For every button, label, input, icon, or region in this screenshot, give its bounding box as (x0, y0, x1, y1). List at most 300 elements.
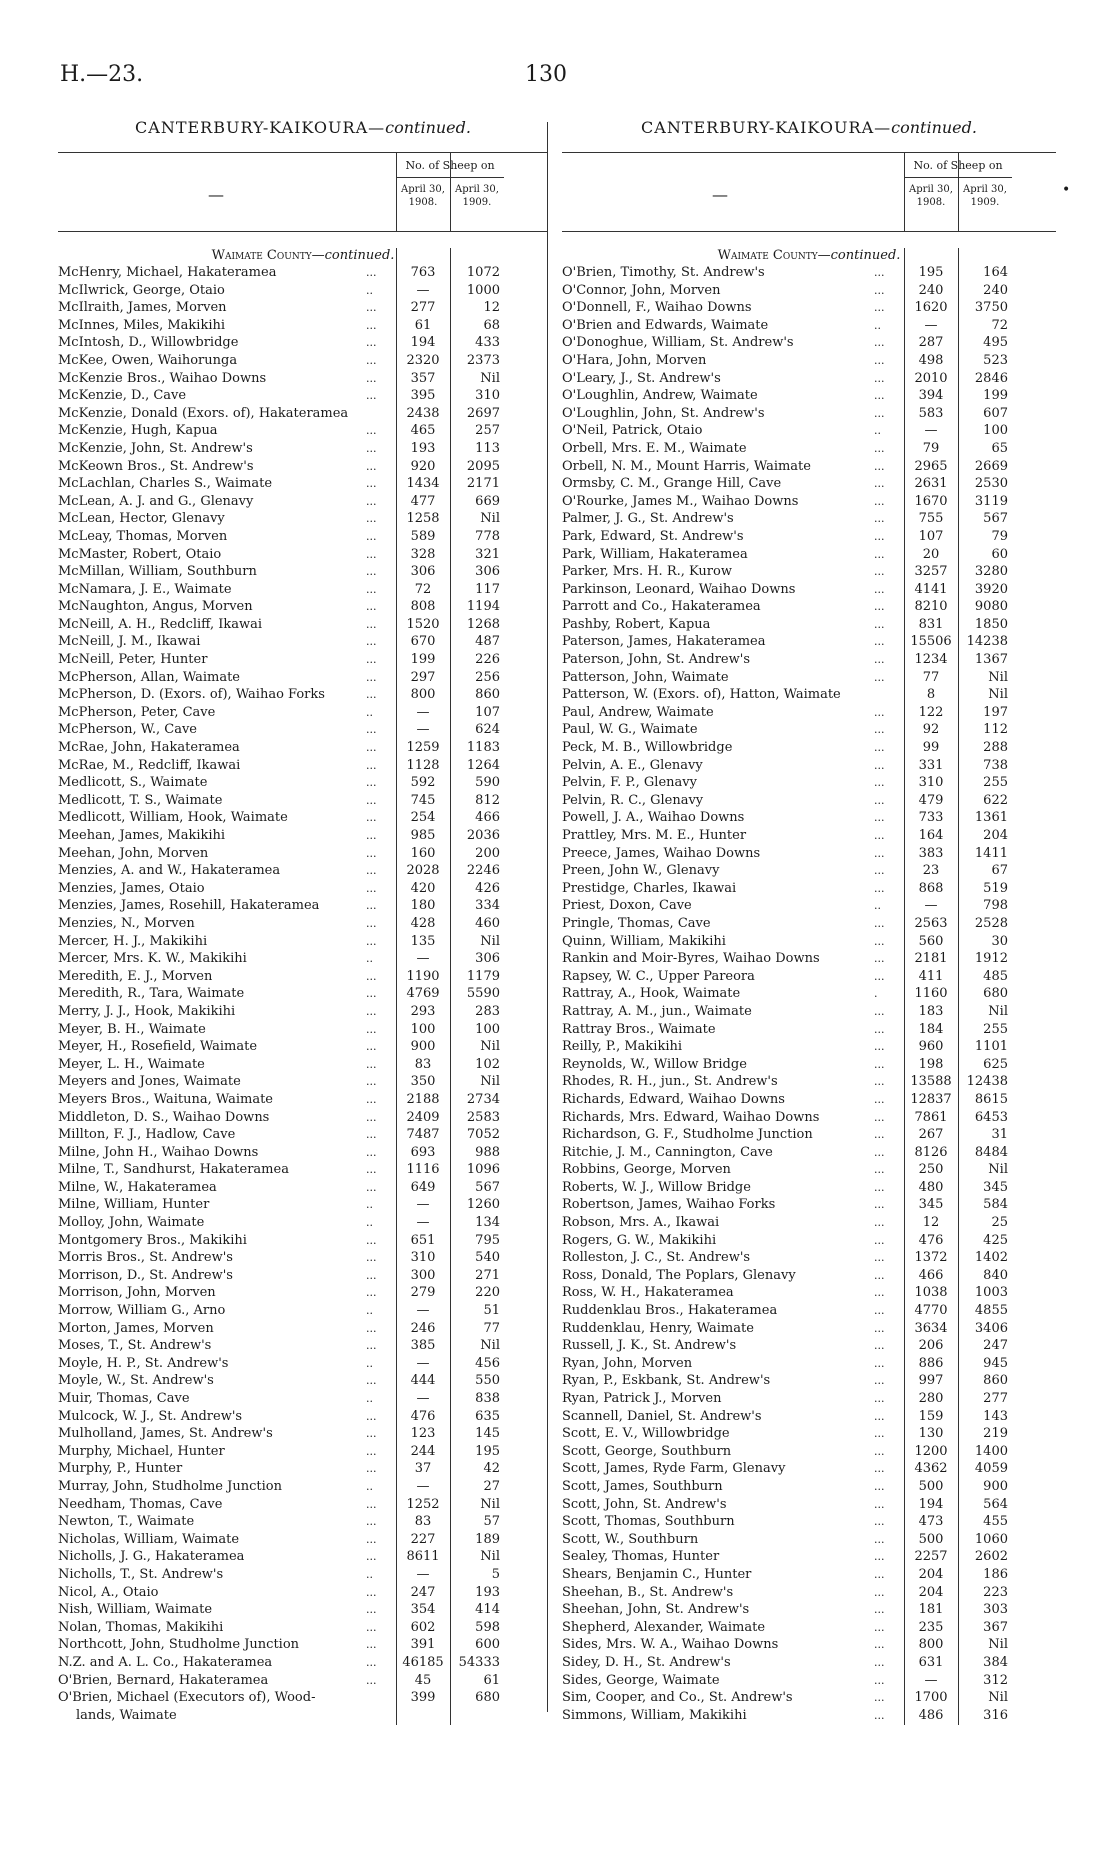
holder-name: McKenzie, John, St. Andrew's (58, 440, 253, 456)
leader-dots: ... (874, 969, 885, 983)
leader-dots: ... (874, 1128, 885, 1142)
sheep-1908-cell: 960 (918, 1039, 944, 1055)
holder-name: Scott, W., Southburn (562, 1531, 699, 1547)
sheep-1908-cell: 328 (410, 546, 436, 562)
holder-name: McKenzie, Hugh, Kapua (58, 423, 218, 439)
leader-dots: ... (366, 1128, 377, 1142)
sheep-count-header: No. of Sheep on (913, 159, 1003, 172)
leader-dots: ... (874, 1233, 885, 1247)
sheep-1909-cell: 1000 (466, 282, 500, 298)
table-row (562, 510, 1056, 528)
table-row (562, 1214, 1056, 1232)
sheep-1908-cell: 985 (410, 828, 436, 843)
leader-dots: ... (366, 1145, 377, 1159)
holder-name: Moses, T., St. Andrew's (58, 1338, 212, 1354)
sheep-1908-cell: 13588 (910, 1074, 952, 1090)
table-row (562, 598, 1056, 616)
table-row (562, 739, 1056, 757)
holder-name: McLean, Hector, Glenavy (58, 511, 225, 527)
sheep-1909-cell: 466 (475, 810, 500, 826)
holder-name: Nicol, A., Otaio (58, 1584, 159, 1600)
sheep-1909-cell: 795 (475, 1232, 500, 1248)
leader-dots: ... (874, 1392, 885, 1405)
holder-name: Richards, Mrs. Edward, Waihao Downs (562, 1109, 820, 1125)
sheep-1909-cell: 2669 (974, 458, 1008, 474)
sheep-1908-cell: 199 (410, 652, 436, 668)
sheep-1908-cell: 670 (410, 634, 436, 650)
table-row (562, 1144, 1056, 1162)
sheep-1908-cell: — (416, 1303, 430, 1319)
sheep-1908-cell: 310 (918, 775, 944, 791)
holder-name: Sheehan, B., St. Andrew's (562, 1584, 734, 1600)
holder-name: Rattray Bros., Waimate (562, 1021, 716, 1037)
table-row (58, 1390, 548, 1408)
leader-dots: ... (874, 1691, 885, 1705)
table-row (58, 1337, 548, 1355)
sheep-1908-cell: 2563 (914, 915, 948, 931)
leader-dots: ... (874, 1092, 885, 1106)
leader-dots: .. (366, 705, 373, 719)
leader-dots: . (874, 987, 878, 1001)
holder-name: Pelvin, R. C., Glenavy (562, 792, 704, 808)
table-row (58, 1689, 548, 1707)
right-column (562, 118, 1056, 1724)
sheep-1908-cell: 886 (918, 1355, 944, 1371)
leader-dots: ... (366, 916, 377, 930)
holder-name: Powell, J. A., Waihao Downs (562, 810, 745, 826)
sheep-1909-cell: 860 (983, 1373, 1008, 1389)
table-row (562, 581, 1056, 599)
leader-dots: ... (874, 916, 885, 930)
table-row (562, 1478, 1056, 1496)
sheep-1909-cell: 2171 (466, 476, 500, 492)
table-row (562, 809, 1056, 827)
leader-dots: ... (366, 617, 377, 631)
holder-name: O'Connor, John, Morven (562, 282, 721, 298)
sheep-1909-cell: 306 (475, 951, 500, 967)
sheep-1908-cell: 4362 (914, 1461, 948, 1477)
sheep-1909-cell: 2697 (466, 405, 500, 421)
holder-name: Menzies, N., Morven (58, 915, 195, 931)
table-row (58, 1566, 548, 1584)
holder-name: Sidey, D. H., St. Andrew's (562, 1654, 731, 1670)
name-column-header: — (712, 185, 728, 204)
leader-dots: ... (366, 1040, 377, 1054)
leader-dots: ... (366, 441, 377, 455)
table-row (562, 1355, 1056, 1373)
leader-dots: ... (366, 1638, 377, 1652)
col-1908-header: April 30, 1908. (401, 184, 445, 208)
leader-dots: ... (366, 899, 377, 913)
leader-dots: ... (874, 1004, 885, 1018)
sheep-1908-cell: 37 (414, 1461, 432, 1477)
sheep-1908-cell: — (416, 1478, 430, 1494)
holder-name: Montgomery Bros., Makikihi (58, 1232, 247, 1248)
sheep-1908-cell: 279 (410, 1285, 436, 1301)
sheep-1909-cell: 283 (475, 1003, 500, 1019)
sheep-1909-cell: 79 (991, 528, 1008, 544)
sheep-1909-cell: 1101 (974, 1039, 1008, 1055)
holder-name: Meyer, L. H., Waimate (58, 1056, 205, 1072)
holder-name: Nicholls, T., St. Andrew's (58, 1566, 224, 1582)
table-row (58, 405, 548, 423)
sheep-1909-cell: 256 (475, 669, 500, 685)
leader-dots: .. (366, 1304, 373, 1318)
sheep-1908-cell: — (924, 898, 938, 914)
table-row (562, 633, 1056, 651)
sheep-1908-cell: 465 (410, 423, 436, 439)
holder-name: Sealey, Thomas, Hunter (562, 1549, 720, 1565)
sheep-1909-cell: 1072 (466, 265, 500, 280)
leader-dots: ... (366, 547, 377, 561)
leader-dots: ... (366, 318, 377, 332)
table-row (58, 809, 548, 827)
table-header (562, 152, 1056, 232)
sheep-1908-cell: 1259 (406, 740, 440, 756)
sheep-1909-cell: 812 (475, 792, 500, 808)
holder-name: Morton, James, Morven (58, 1320, 214, 1336)
holder-name: Pelvin, F. P., Glenavy (562, 775, 697, 791)
leader-dots: ... (874, 705, 885, 719)
leader-dots: ... (366, 1444, 377, 1458)
sheep-1909-cell: Nil (480, 1549, 500, 1565)
sheep-1909-cell: 3750 (974, 300, 1008, 316)
sheep-1908-cell: 560 (918, 933, 944, 949)
table-row (562, 1302, 1056, 1320)
sheep-1908-cell: 8611 (406, 1549, 440, 1565)
sheep-1908-cell: 1252 (406, 1496, 440, 1512)
sheep-1909-cell: 624 (475, 722, 500, 738)
leader-dots: ... (874, 653, 885, 667)
sheep-1909-cell: 247 (983, 1338, 1008, 1354)
table-row (58, 1496, 548, 1514)
table-row (562, 1425, 1056, 1443)
sheep-1908-cell: 476 (918, 1232, 944, 1248)
table-row (562, 1337, 1056, 1355)
leader-dots: ... (874, 1567, 885, 1581)
holder-name: Muir, Thomas, Cave (58, 1391, 190, 1406)
leader-dots: ... (366, 864, 377, 878)
sheep-1908-cell: 399 (410, 1690, 436, 1706)
table-row (562, 1161, 1056, 1179)
leader-dots: ... (366, 969, 377, 983)
sheep-1909-cell: Nil (480, 1074, 500, 1090)
sheep-1908-cell: 15506 (910, 634, 952, 650)
sheep-1908-cell: 45 (414, 1672, 432, 1688)
table-row (562, 1038, 1056, 1056)
table-row (58, 950, 548, 968)
sheep-1908-cell: 345 (918, 1197, 944, 1213)
holder-name: Robson, Mrs. A., Ikawai (562, 1215, 720, 1231)
holder-name: Scott, Thomas, Southburn (562, 1514, 735, 1530)
holder-name: N.Z. and A. L. Co., Hakateramea (58, 1654, 273, 1670)
leader-dots: ... (874, 301, 885, 315)
sheep-1908-cell: 1372 (914, 1250, 948, 1266)
holder-name: Priest, Doxon, Cave (562, 898, 692, 914)
col-1909-header: April 30, 1909. (455, 184, 499, 208)
holder-name: O'Loughlin, Andrew, Waimate (562, 388, 758, 404)
table-row (562, 387, 1056, 405)
leader-dots: ... (366, 829, 377, 842)
holder-name: Richards, Edward, Waihao Downs (562, 1091, 785, 1107)
sheep-1908-cell: 745 (410, 792, 436, 808)
table-row (562, 475, 1056, 493)
leader-dots: ... (366, 1286, 377, 1300)
leader-dots: ... (874, 494, 885, 508)
table-row (562, 458, 1056, 476)
sheep-1908-cell: 72 (414, 581, 432, 597)
table-row (562, 317, 1056, 335)
sheep-1909-cell: 778 (475, 528, 500, 544)
leader-dots: .. (366, 1567, 373, 1581)
table-row (562, 1548, 1056, 1566)
leader-dots: ... (874, 952, 885, 966)
sheep-1908-cell: 391 (410, 1637, 436, 1653)
sheep-1909-cell: 1367 (974, 652, 1008, 668)
holder-name: Robbins, George, Morven (562, 1162, 731, 1178)
sheep-1908-cell: 733 (918, 810, 944, 826)
sheep-1908-cell: 123 (410, 1426, 436, 1442)
sheep-1909-cell: 2530 (974, 476, 1008, 492)
sheep-1908-cell: 649 (410, 1179, 436, 1195)
table-row (58, 1267, 548, 1285)
leader-dots: ... (366, 1409, 377, 1423)
sheep-1909-cell: 6453 (974, 1109, 1008, 1125)
sheep-1908-cell: 12837 (910, 1091, 952, 1107)
holder-name: Meehan, James, Makikihi (58, 828, 226, 843)
leader-dots: ... (366, 353, 377, 367)
holder-name: Scott, George, Southburn (562, 1443, 732, 1459)
holder-name: McKenzie, Donald (Exors. of), Hakateramea (58, 405, 349, 421)
table-row (58, 475, 548, 493)
leader-dots: ... (874, 846, 885, 860)
sheep-1909-cell: Nil (480, 1039, 500, 1055)
sheep-1908-cell: 83 (414, 1056, 432, 1072)
table-row (58, 1478, 548, 1496)
sheep-1909-cell: 485 (983, 968, 1008, 984)
sheep-1909-cell: 1096 (466, 1162, 500, 1178)
sheep-1909-cell: 900 (983, 1478, 1008, 1494)
sheep-1908-cell: 227 (410, 1531, 436, 1547)
table-row (58, 598, 548, 616)
table-row (58, 1408, 548, 1426)
sheep-1909-cell: 622 (983, 792, 1008, 808)
leader-dots: ... (366, 582, 377, 596)
sheep-1909-cell: 2095 (466, 458, 500, 474)
leader-dots: ... (874, 1268, 885, 1282)
sheep-1908-cell: — (416, 1215, 430, 1231)
holder-name: McInnes, Miles, Makikihi (58, 317, 226, 333)
table-row (58, 1460, 548, 1478)
sheep-1908-cell: — (924, 1672, 938, 1688)
holder-name: Sides, Mrs. W. A., Waihao Downs (562, 1637, 779, 1653)
sheep-1908-cell: 193 (410, 440, 436, 456)
holder-name: Paul, Andrew, Waimate (562, 704, 714, 720)
table-header (58, 152, 548, 232)
sheep-1908-cell: 1128 (406, 757, 440, 773)
sheep-1909-cell: 100 (983, 423, 1008, 439)
sheep-1909-cell: 68 (483, 317, 500, 333)
holder-name: McNeill, J. M., Ikawai (58, 634, 201, 650)
leader-dots: ... (874, 1075, 885, 1089)
leader-dots: ... (366, 653, 377, 667)
leader-dots: ... (874, 617, 885, 631)
sheep-1909-cell: 1268 (466, 616, 500, 632)
holder-name: Mercer, H. J., Makikihi (58, 933, 208, 949)
sheep-1909-cell: 860 (475, 687, 500, 703)
table-row (562, 1636, 1056, 1654)
table-row (58, 1284, 548, 1302)
holder-name: Menzies, James, Otaio (58, 880, 205, 896)
table-row (58, 1654, 548, 1672)
holder-name: Nicholas, William, Waimate (58, 1531, 240, 1547)
sheep-1909-cell: 195 (475, 1443, 500, 1459)
sheep-1909-cell: 4855 (974, 1303, 1008, 1319)
sheep-1908-cell: 293 (410, 1003, 436, 1019)
leader-dots: ... (874, 441, 885, 455)
leader-dots: ... (874, 1655, 885, 1669)
sheep-1908-cell: 4769 (406, 986, 440, 1002)
holder-name: Patterson, John, Waimate (562, 669, 729, 685)
sheep-1908-cell: 1670 (914, 493, 948, 509)
holder-name: Rolleston, J. C., St. Andrew's (562, 1250, 751, 1266)
table-row (58, 933, 548, 951)
leader-dots: ... (874, 793, 885, 807)
leader-dots: ... (366, 934, 377, 948)
leader-dots: ... (366, 1180, 377, 1194)
table-row (58, 1531, 548, 1549)
holder-name: Ruddenklau, Henry, Waimate (562, 1320, 754, 1336)
holder-name: Quinn, William, Makikihi (562, 933, 726, 949)
sheep-1908-cell: 2010 (914, 370, 948, 386)
sheep-1908-cell: — (416, 722, 430, 738)
table-row (562, 704, 1056, 722)
table-row (58, 1636, 548, 1654)
sheep-1908-cell: 99 (922, 740, 940, 756)
sheep-1908-cell: 477 (410, 493, 436, 509)
table-row (562, 1320, 1056, 1338)
sheep-1909-cell: 3280 (974, 564, 1008, 580)
sheep-1909-cell: Nil (480, 1496, 500, 1512)
sheep-1908-cell: 2257 (914, 1549, 948, 1565)
sheep-1909-cell: 840 (983, 1267, 1008, 1283)
table-row (562, 968, 1056, 986)
table-row (562, 1689, 1056, 1707)
sheep-1909-cell: 2036 (466, 828, 500, 843)
sheep-1909-cell: 455 (983, 1514, 1008, 1530)
table-row (562, 493, 1056, 511)
holder-name: Shears, Benjamin C., Hunter (562, 1566, 752, 1582)
sheep-1908-cell: — (416, 1391, 430, 1406)
sheep-1908-cell: 2188 (406, 1091, 440, 1107)
sheep-1909-cell: 9080 (974, 599, 1008, 615)
leader-dots: ... (874, 635, 885, 649)
sheep-1908-cell: 198 (918, 1056, 944, 1072)
report-code: H.—23. (60, 62, 144, 87)
table-row (58, 1443, 548, 1461)
table-row (562, 721, 1056, 739)
sheep-1908-cell: 20 (922, 546, 940, 562)
holder-name: Ruddenklau Bros., Hakateramea (562, 1303, 778, 1319)
holder-name: Murray, John, Studholme Junction (58, 1478, 282, 1494)
leader-dots: ... (874, 1251, 885, 1265)
sheep-1908-cell: 250 (918, 1162, 944, 1178)
holder-name: Mercer, Mrs. K. W., Makikihi (58, 951, 247, 967)
holder-name: Milne, John H., Waihao Downs (58, 1144, 259, 1160)
sheep-1908-cell: 411 (918, 968, 944, 984)
holder-name: McPherson, Peter, Cave (58, 704, 216, 720)
sheep-1909-cell: 334 (475, 898, 500, 914)
holder-name: Prestidge, Charles, Ikawai (562, 880, 737, 896)
sheep-1909-cell: 134 (475, 1215, 500, 1231)
table-row (58, 264, 548, 282)
holder-name: Scott, John, St. Andrew's (562, 1496, 727, 1512)
leader-dots: ... (366, 512, 377, 526)
sheep-1908-cell: 8 (926, 687, 936, 703)
table-row (562, 1372, 1056, 1390)
table-row (562, 1284, 1056, 1302)
holder-name: Meredith, E. J., Morven (58, 968, 213, 984)
holder-name: McKeown Bros., St. Andrew's (58, 458, 254, 474)
sheep-1908-cell: 1116 (406, 1162, 440, 1178)
sheep-1909-cell: 798 (983, 898, 1008, 914)
sheep-1908-cell: 194 (410, 335, 436, 351)
sheep-1908-cell: 473 (918, 1514, 944, 1530)
sheep-1909-cell: 988 (475, 1144, 500, 1160)
sheep-1909-cell: 186 (983, 1566, 1008, 1582)
sheep-1908-cell: 8126 (914, 1144, 948, 1160)
sheep-1909-cell: 738 (983, 757, 1008, 773)
sheep-1908-cell: 498 (918, 352, 944, 368)
holder-name: Medlicott, William, Hook, Waimate (58, 810, 288, 826)
table-row (58, 721, 548, 739)
sheep-1909-cell: 426 (475, 880, 500, 896)
holder-name: O'Neil, Patrick, Otaio (562, 423, 703, 439)
holder-name: Russell, J. K., St. Andrew's (562, 1338, 737, 1354)
sheep-1909-cell: 7052 (466, 1127, 500, 1143)
holder-name: Shepherd, Alexander, Waimate (562, 1619, 766, 1635)
sheep-1908-cell: 2181 (914, 951, 948, 967)
sheep-1908-cell: 800 (410, 687, 436, 703)
sheep-1909-cell: Nil (480, 511, 500, 527)
sheep-1909-cell: 2846 (974, 370, 1008, 386)
sheep-1909-cell: 197 (983, 704, 1008, 720)
sheep-1908-cell: 1190 (406, 968, 440, 984)
sheep-1909-cell: 310 (475, 388, 500, 404)
sheep-1909-cell: 31 (991, 1127, 1008, 1143)
holder-name: Roberts, W. J., Willow Bridge (562, 1179, 751, 1195)
sheep-1908-cell: 83 (414, 1514, 432, 1530)
sheep-1908-cell: 1700 (914, 1690, 948, 1706)
leader-dots: ... (874, 829, 885, 842)
leader-dots: ... (874, 1462, 885, 1476)
holder-name: O'Brien, Michael (Executors of), Wood- (58, 1690, 316, 1706)
leader-dots: ... (874, 758, 885, 772)
table-row (562, 897, 1056, 915)
page-number: 130 (525, 62, 567, 87)
holder-name: Parrott and Co., Hakateramea (562, 599, 761, 615)
sheep-1908-cell: 444 (410, 1373, 436, 1389)
holder-name: Morrison, D., St. Andrew's (58, 1267, 233, 1283)
sheep-1908-cell: 130 (918, 1426, 944, 1442)
leader-dots: ... (874, 1198, 885, 1212)
leader-dots: ... (874, 1427, 885, 1441)
table-row (58, 458, 548, 476)
table-row (58, 845, 548, 863)
holder-name: Northcott, John, Studholme Junction (58, 1637, 300, 1653)
leader-dots: ... (874, 371, 885, 385)
sheep-1909-cell: 271 (475, 1267, 500, 1283)
